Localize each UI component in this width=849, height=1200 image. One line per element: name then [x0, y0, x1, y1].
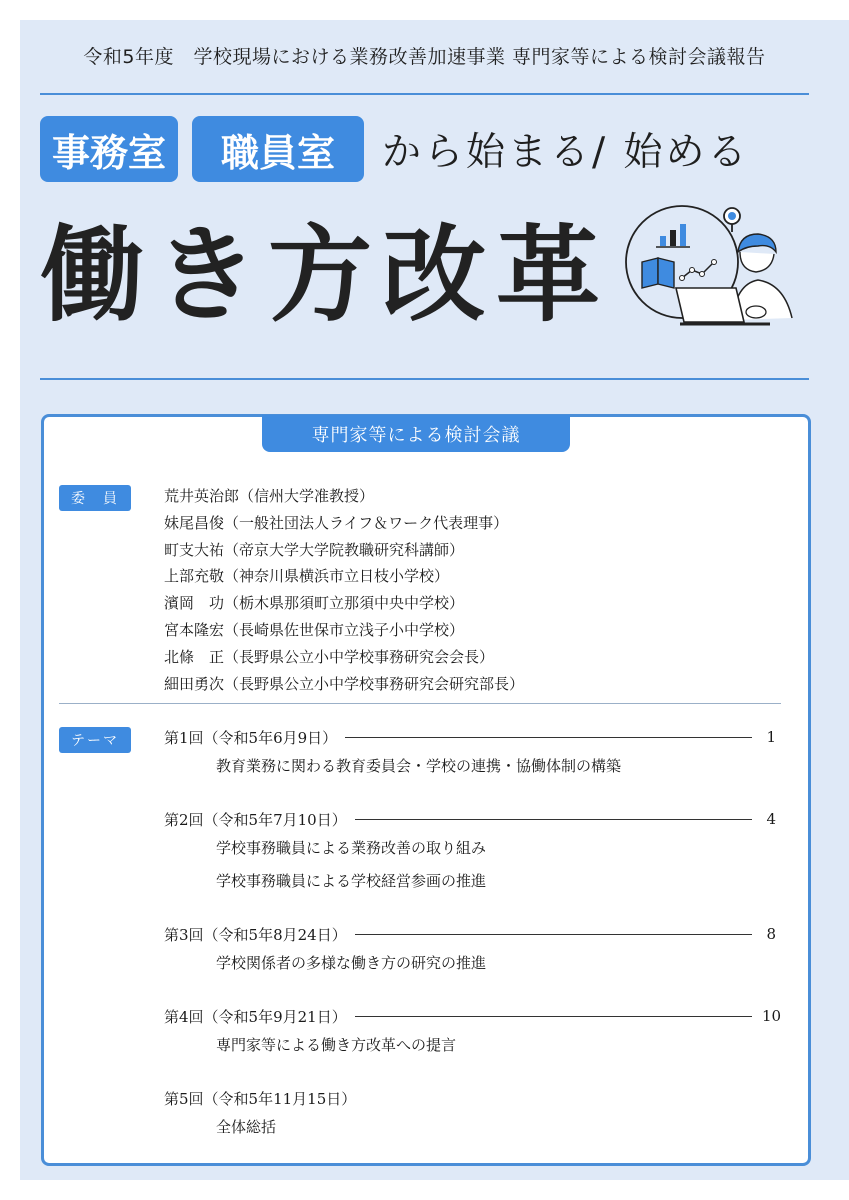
session-topic: 専門家等による働き方改革への提言: [216, 1036, 457, 1054]
main-title: 働き方改革: [40, 213, 611, 336]
session-2: [164, 806, 776, 898]
section-divider: [59, 703, 781, 704]
session-topic: 学校関係者の多様な働き方の研究の推進: [216, 954, 487, 972]
page-number: 1: [766, 728, 776, 746]
member-item: 上部充敬（神奈川県横浜市立日枝小学校）: [164, 567, 450, 586]
member-item: 細田勇次（長野県公立小中学校事務研究会研究部長）: [164, 674, 525, 693]
session-heading: 第5回（令和5年11月15日）: [164, 1089, 357, 1108]
themes-label: テーマ: [59, 727, 131, 753]
session-heading: 第2回（令和5年7月10日）: [164, 810, 347, 829]
session-3: [164, 921, 776, 980]
session-heading-row: [164, 1003, 782, 1029]
report-subtitle: 令和5年度 学校現場における業務改善加速事業 専門家等による検討会議報告: [83, 46, 766, 68]
dot-leader: [355, 819, 752, 820]
session-topic: 教育業務に関わる教育委員会・学校の連携・協働体制の構築: [216, 757, 622, 775]
session-heading-row: [164, 1085, 776, 1111]
committee-panel: [41, 414, 811, 1166]
session-heading: 第4回（令和5年9月21日）: [164, 1007, 347, 1026]
session-topic: 学校事務職員による学校経営参画の推進: [216, 872, 487, 890]
page-number: 10: [762, 1007, 782, 1025]
headline: [40, 116, 750, 182]
member-item: 荒井英治郎（信州大学准教授）: [164, 487, 375, 505]
session-heading: 第1回（令和5年6月9日）: [164, 728, 338, 747]
session-5: [164, 1085, 776, 1144]
tag-shokuinshitsu: 職員室: [192, 116, 364, 182]
session-topic: 学校事務職員による業務改善の取り組み: [216, 839, 487, 857]
top-rule: [40, 93, 809, 95]
members-label: 委 員: [59, 485, 131, 511]
members-list: [164, 483, 524, 697]
page-number: 4: [766, 810, 776, 828]
dot-leader: [355, 1016, 752, 1017]
member-item: 濱岡 功（栃木県那須町立那須中央中学校）: [164, 594, 465, 613]
session-heading-row: [164, 724, 776, 750]
headline-text: から始まる/ 始める: [382, 130, 750, 175]
session-4: [164, 1003, 782, 1062]
session-1: [164, 724, 776, 783]
session-heading-row: [164, 921, 776, 947]
session-heading: 第3回（令和5年8月24日）: [164, 925, 347, 944]
worker-illustration-icon: [620, 200, 805, 335]
member-item: 町支大祐（帝京大学大学院教職研究科講師）: [164, 540, 465, 559]
bottom-rule: [40, 378, 809, 380]
session-heading-row: [164, 806, 776, 832]
page-number: 8: [766, 925, 776, 943]
dot-leader: [345, 737, 752, 738]
member-item: 宮本隆宏（長崎県佐世保市立浅子小中学校）: [164, 620, 465, 639]
session-topic: 全体総括: [216, 1118, 277, 1136]
panel-title: 専門家等による検討会議: [262, 415, 570, 452]
member-item: 北條 正（長野県公立小中学校事務研究会会長）: [164, 647, 495, 666]
dot-leader: [355, 934, 752, 935]
member-item: 妹尾昌俊（一般社団法人ライフ＆ワーク代表理事）: [164, 513, 509, 532]
tag-jimushitsu: 事務室: [40, 116, 178, 182]
